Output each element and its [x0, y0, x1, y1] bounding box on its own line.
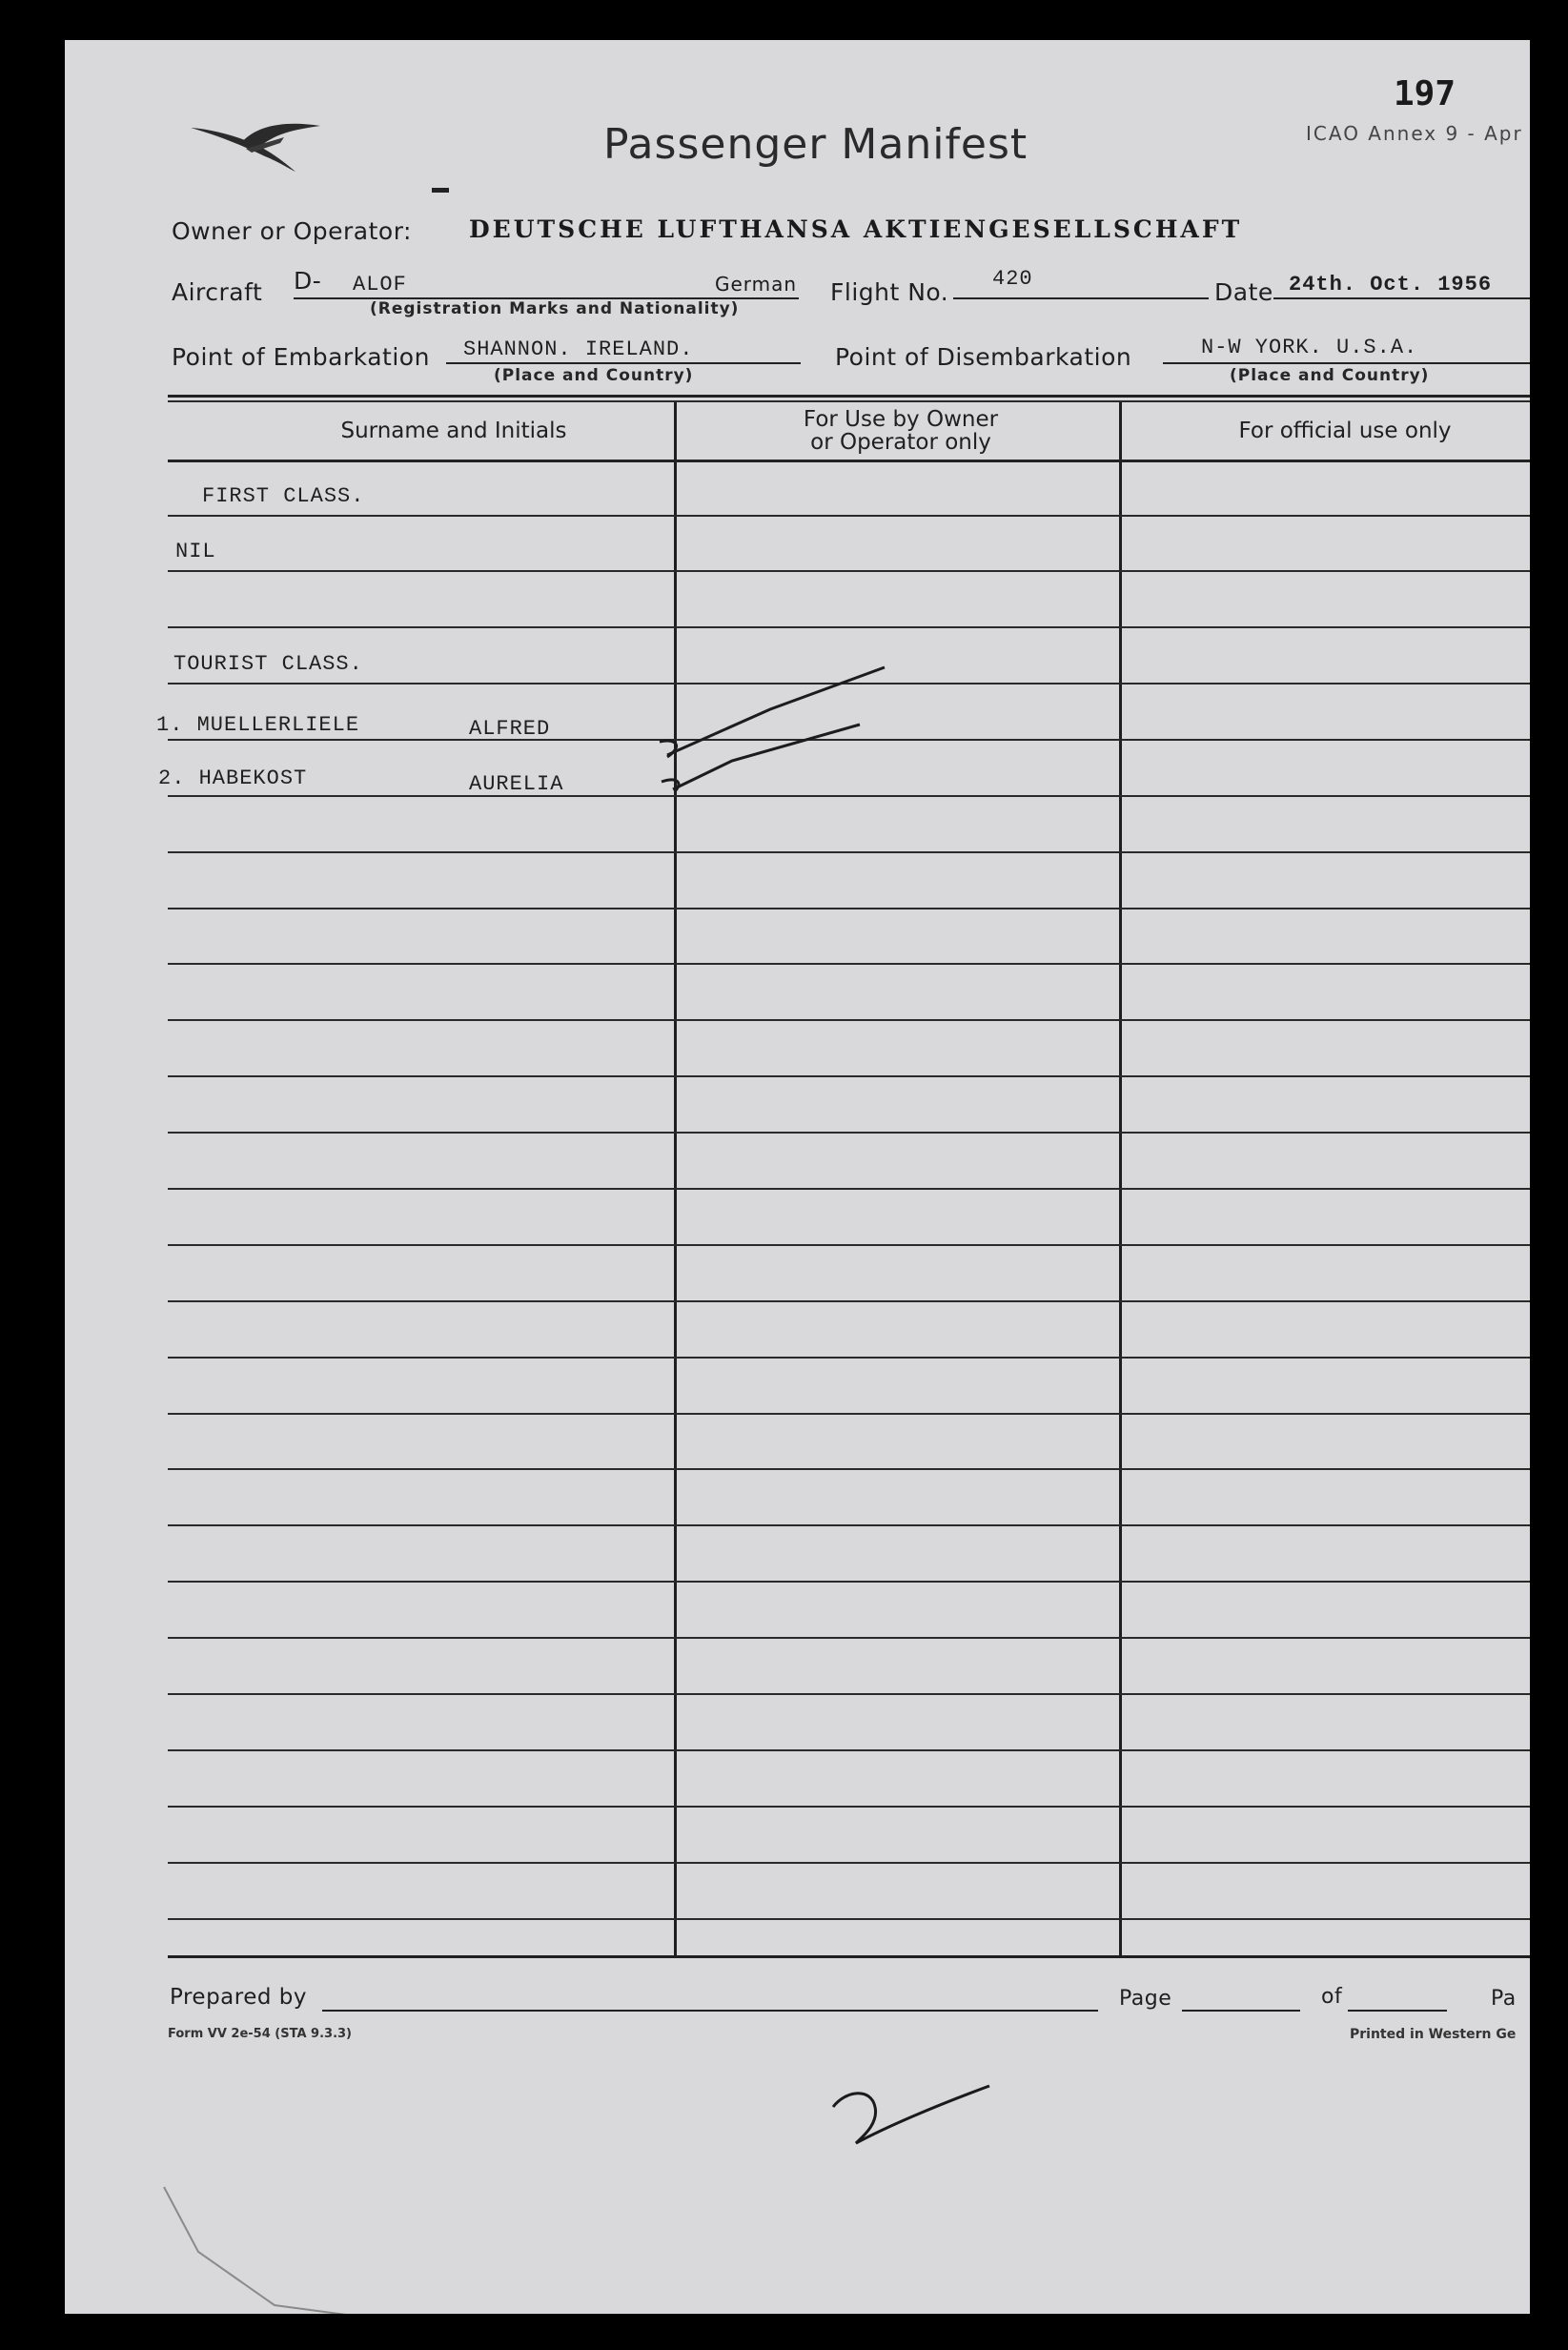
ruled-line — [168, 1019, 1530, 1021]
ruled-line — [168, 1862, 1530, 1864]
aircraft-nationality: German — [715, 273, 798, 296]
disembarkation-underline — [1163, 362, 1530, 364]
header-rule-top — [168, 395, 1530, 398]
flight-value: 420 — [992, 267, 1033, 291]
embarkation-underline — [446, 362, 801, 364]
table-row-tourist-class: TOURIST CLASS. — [173, 652, 363, 676]
page-number: 197 — [1394, 74, 1456, 113]
embarkation-value: SHANNON. IRELAND. — [463, 337, 694, 361]
page-label-truncated: Pa — [1491, 1987, 1517, 2011]
ruled-line — [168, 1918, 1530, 1920]
column-divider-1 — [674, 402, 677, 1956]
ruled-line — [168, 1413, 1530, 1415]
airline-logo-icon — [189, 116, 322, 174]
embarkation-label: Point of Embarkation — [172, 343, 430, 371]
aircraft-label: Aircraft — [172, 278, 263, 306]
page-fold-mark — [160, 2185, 370, 2314]
passenger-1-surname: 1. MUELLERLIELE — [156, 713, 360, 737]
aircraft-prefix: D- — [294, 267, 322, 295]
check-mark-icon — [656, 650, 904, 793]
page-label: Page — [1119, 1987, 1172, 2011]
date-label: Date — [1214, 278, 1273, 306]
embarkation-caption: (Place and Country) — [494, 366, 694, 385]
page-line — [1182, 2010, 1300, 2012]
col-official-header: For official use only — [1238, 419, 1452, 443]
disembarkation-value: N-W YORK. U.S.A. — [1201, 336, 1418, 359]
of-line — [1348, 2010, 1447, 2012]
table-row-first-class: FIRST CLASS. — [202, 484, 365, 508]
aircraft-registration: ALOF — [353, 273, 407, 296]
ruled-line — [168, 795, 1530, 797]
ruled-line — [168, 1637, 1530, 1639]
table-row-nil: NIL — [175, 540, 216, 563]
ruled-line — [168, 1524, 1530, 1526]
ink-mark — [432, 188, 449, 193]
ruled-line — [168, 1075, 1530, 1077]
ruled-line — [168, 851, 1530, 853]
aircraft-caption: (Registration Marks and Nationality) — [370, 299, 740, 318]
passenger-1-given: ALFRED — [469, 717, 551, 741]
column-divider-2 — [1119, 402, 1122, 1956]
ruled-line — [168, 963, 1530, 965]
ruled-line — [168, 1693, 1530, 1695]
annex-note: ICAO Annex 9 - Apr — [1306, 122, 1523, 145]
disembarkation-label: Point of Disembarkation — [835, 343, 1132, 371]
owner-label: Owner or Operator: — [172, 217, 412, 245]
date-underline — [1273, 297, 1530, 299]
passenger-2-surname: 2. HABEKOST — [158, 766, 308, 790]
prepared-by-label: Prepared by — [170, 1985, 307, 2010]
disembarkation-caption: (Place and Country) — [1230, 366, 1430, 385]
col-owner-header-line1: For Use by Owner — [803, 407, 999, 432]
table-bottom-rule — [168, 1955, 1530, 1958]
col-owner-header-line2: or Operator only — [810, 430, 991, 455]
printed-note: Printed in Western Ge — [1350, 2027, 1517, 2042]
ruled-line — [168, 908, 1530, 909]
ruled-line — [168, 1188, 1530, 1190]
header-bottom-rule — [168, 460, 1530, 462]
ruled-line — [168, 1468, 1530, 1470]
ruled-line — [168, 1357, 1530, 1359]
ruled-line — [168, 1581, 1530, 1583]
flight-underline — [953, 297, 1209, 299]
date-value: 24th. Oct. 1956 — [1289, 273, 1493, 296]
owner-value: DEUTSCHE LUFTHANSA AKTIENGESELLSCHAFT — [469, 215, 1243, 243]
flight-label: Flight No. — [830, 278, 949, 306]
ruled-line — [168, 1244, 1530, 1246]
ruled-line — [168, 1300, 1530, 1302]
header-rule-second — [168, 400, 1530, 402]
passenger-2-given: AURELIA — [469, 772, 564, 796]
form-code: Form VV 2e-54 (STA 9.3.3) — [168, 2027, 352, 2041]
prepared-by-line — [322, 2010, 1098, 2012]
handwritten-numeral-icon — [827, 2078, 999, 2155]
ruled-line — [168, 570, 1530, 572]
ruled-line — [168, 1806, 1530, 1808]
manifest-sheet — [65, 40, 1530, 2314]
ruled-line — [168, 515, 1530, 517]
ruled-line — [168, 626, 1530, 628]
ruled-line — [168, 1132, 1530, 1134]
page-title: Passenger Manifest — [603, 120, 1028, 169]
of-label: of — [1321, 1985, 1343, 2009]
col-surname-header: Surname and Initials — [340, 419, 567, 443]
ruled-line — [168, 1749, 1530, 1751]
